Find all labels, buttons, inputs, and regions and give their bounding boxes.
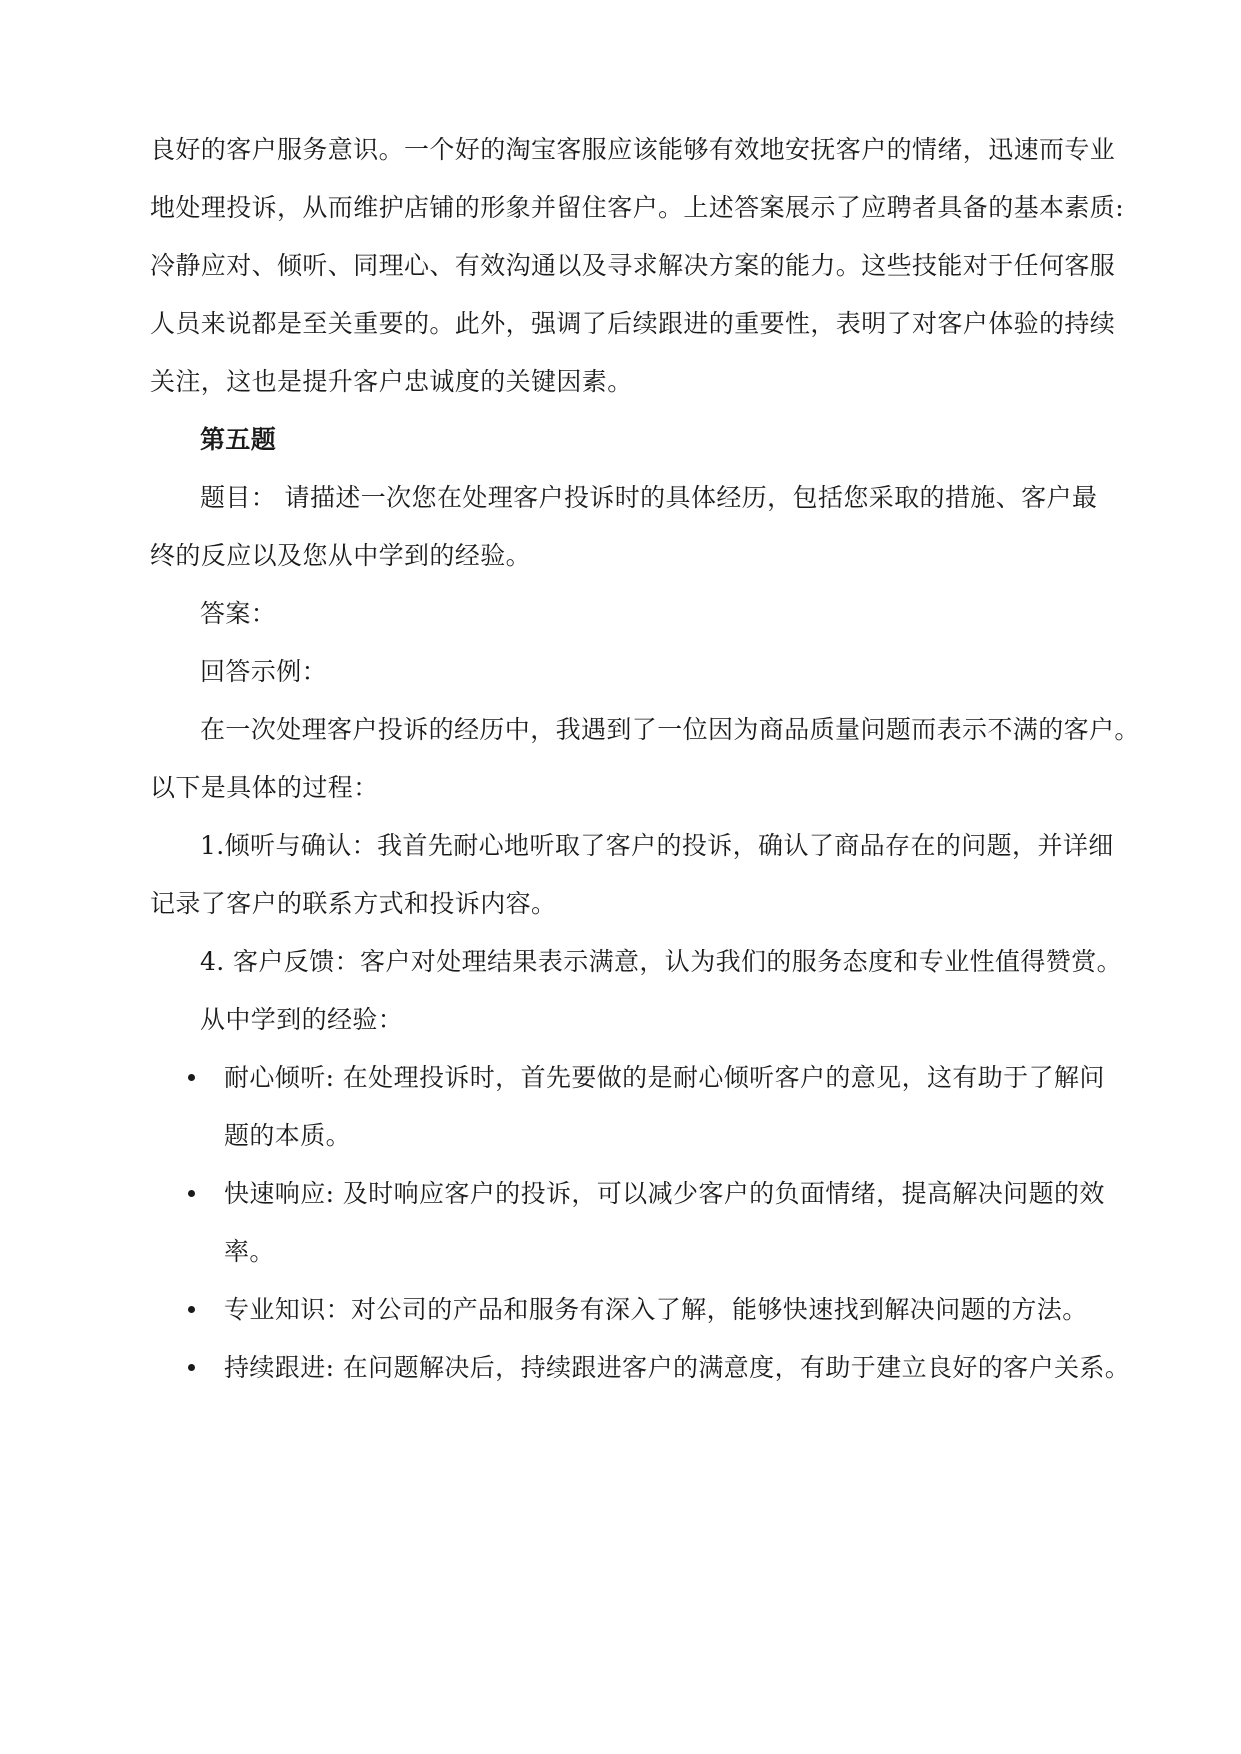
step1-line-1: 1.倾听与确认：我首先耐心地听取了客户的投诉，确认了商品存在的问题，并详细 bbox=[200, 831, 1114, 860]
lesson-3-line-1: 专业知识：对公司的产品和服务有深入了解，能够快速找到解决问题的方法。 bbox=[224, 1295, 1088, 1324]
bullet-icon bbox=[188, 1364, 195, 1371]
lesson-2-line-1: 快速响应: 及时响应客户的投诉，可以减少客户的负面情绪，提高解决问题的效 bbox=[224, 1179, 1105, 1208]
lessons-label: 从中学到的经验： bbox=[200, 1005, 404, 1034]
question-line-1: 题目： 请描述一次您在处理客户投诉时的具体经历，包括您采取的措施、客户最 bbox=[200, 483, 1098, 512]
example-label: 回答示例： bbox=[200, 657, 328, 686]
lesson-2-line-2: 率。 bbox=[224, 1237, 275, 1266]
bullet-icon bbox=[188, 1306, 195, 1313]
intro-line-2: 地处理投诉，从而维护店铺的形象并留住客户。上述答案展示了应聘者具备的基本素质: bbox=[150, 193, 1125, 222]
lesson-1-line-1: 耐心倾听: 在处理投诉时，首先要做的是耐心倾听客户的意见，这有助于了解问 bbox=[224, 1063, 1105, 1092]
story-line-1: 在一次处理客户投诉的经历中，我遇到了一位因为商品质量问题而表示不满的客户。 bbox=[200, 715, 1140, 744]
story-line-2: 以下是具体的过程： bbox=[150, 773, 379, 802]
bullet-icon bbox=[188, 1190, 195, 1197]
intro-line-3: 冷静应对、倾听、同理心、有效沟通以及寻求解决方案的能力。这些技能对于任何客服 bbox=[150, 251, 1116, 280]
intro-line-1: 良好的客户服务意识。一个好的淘宝客服应该能够有效地安抚客户的情绪，迅速而专业 bbox=[150, 135, 1116, 164]
lesson-4-line-1: 持续跟进: 在问题解决后，持续跟进客户的满意度，有助于建立良好的客户关系。 bbox=[224, 1353, 1131, 1382]
question-line-2: 终的反应以及您从中学到的经验。 bbox=[150, 541, 532, 570]
intro-line-5: 关注，这也是提升客户忠诚度的关键因素。 bbox=[150, 367, 633, 396]
answer-label: 答案： bbox=[200, 599, 277, 628]
lesson-1-line-2: 题的本质。 bbox=[224, 1121, 352, 1150]
intro-line-4: 人员来说都是至关重要的。此外，强调了后续跟进的重要性，表明了对客户体验的持续 bbox=[150, 309, 1116, 338]
step4-line: 4. 客户反馈：客户对处理结果表示满意，认为我们的服务态度和专业性值得赞赏。 bbox=[200, 947, 1123, 976]
bullet-icon bbox=[188, 1074, 195, 1081]
document-page bbox=[150, 0, 1140, 1754]
section-heading: 第五题 bbox=[200, 425, 277, 454]
step1-line-2: 记录了客户的联系方式和投诉内容。 bbox=[150, 889, 557, 918]
